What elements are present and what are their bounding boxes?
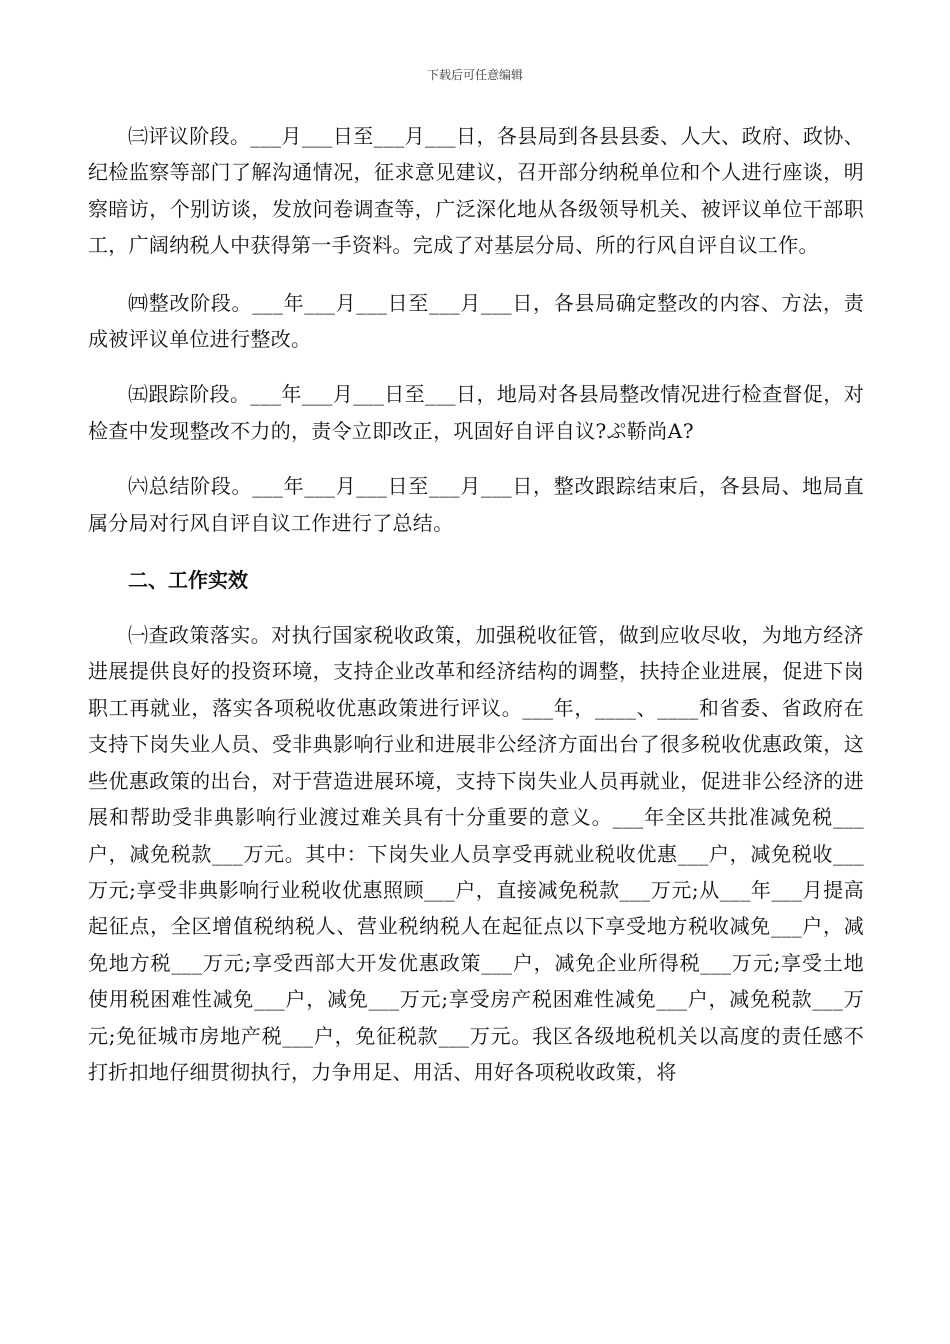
paragraph-rectification-stage: ㈣整改阶段。___年___月___日至___月___日，各县局确定整改的内容、方法，责成被评议单位进行整改。 <box>88 290 864 352</box>
paragraph-policy-implementation: ㈠查政策落实。对执行国家税收政策，加强税收征管，做到应收尽收，为地方经济进展提供良好的投资环境，支持企业改革和经济结构的调整，扶持企业进展，促进下岗职工再就业，落实各项税收优惠政策进行评议。___年，____、____和省委、省政府在支持下岗失业人员、受非典影响行业和进展非公经济方面出台了很多税收优惠政策，这些优惠政策的出台，对于营造进展环境，支持下岗失业人员再就业，促进非公经济的进展和帮助受非典影响行业渡过难关具有十分重要的意义。___年全区共批准减免税___户，减免税款___万元。其中：下岗失业人员享受再就业税收优惠___户，减免税收___万元;享受非典影响行业税收优惠照顾___户，直接减免税款___万元;从___年___月提高起征点，全区增值税纳税人、营业税纳税人在起征点以下享受地方税收减免___户，减免地方税___万元;享受西部大开发优惠政策___户，减免企业所得税___万元;享受土地使用税困难性减免___户，减免___万元;享受房产税困难性减免___户，减免税款___万元;免征城市房地产税___户，免征税款___万元。我区各级地税机关以高度的责任感不打折扣地仔细贯彻执行，力争用足、用活、用好各项税收政策，将 <box>88 623 864 1084</box>
section-heading: 二、工作实效 <box>128 568 248 593</box>
paragraph-summary-stage: ㈥总结阶段。___年___月___日至___月___日，整改跟踪结束后，各县局、地局直属分局对行风自评自议工作进行了总结。 <box>88 474 864 535</box>
paragraph-review-stage: ㈢评议阶段。___月___日至___月___日，各县局到各县县委、人大、政府、政协、纪检监察等部门了解沟通情况，征求意见建议，召开部分纳税单位和个人进行座谈，明察暗访，个别访谈，发放问卷调查等，广泛深化地从各级领导机关、被评议单位干部职工，广阔纳税人中获得第一手资料。完成了对基层分局、所的行风自评自议工作。 <box>88 124 864 258</box>
paragraph-tracking-stage: ㈤跟踪阶段。___年___月___日至___日，地局对各县局整改情况进行检查督促，对检查中发现整改不力的，责令立即改正，巩固好自评自议?ぷ鞒尚А? <box>88 382 864 443</box>
page-header: 下载后可任意编辑 <box>426 68 523 82</box>
document-body <box>88 118 864 1090</box>
